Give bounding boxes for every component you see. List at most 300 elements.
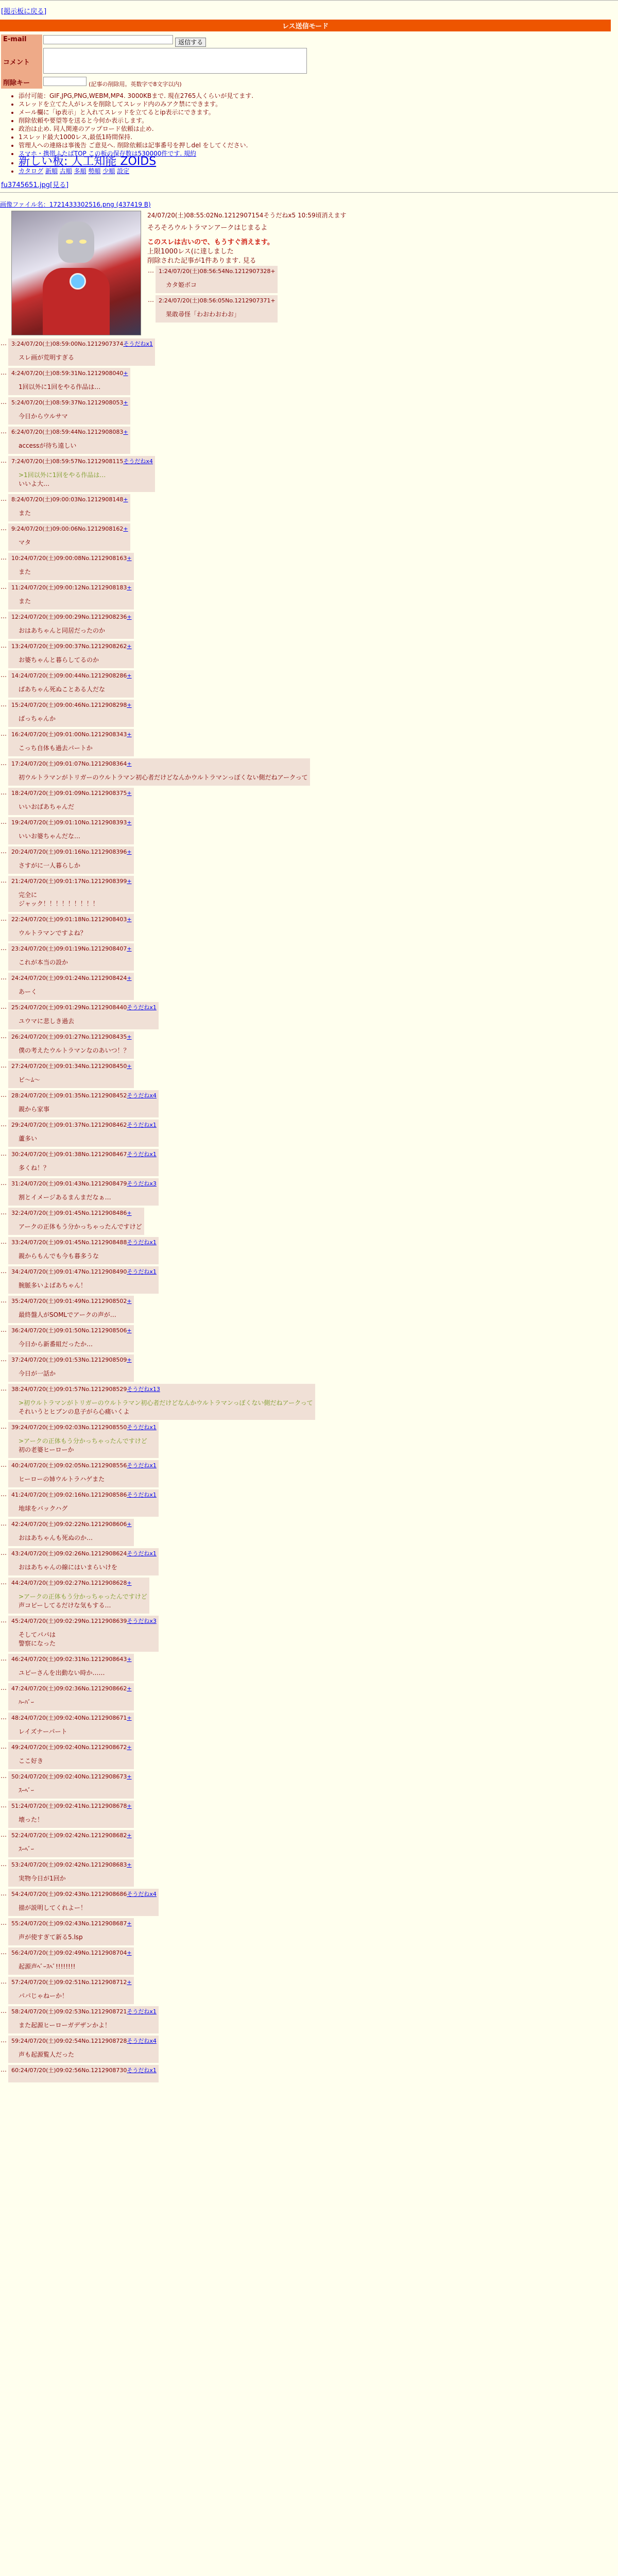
reply-meta: 50:24/07/20(土)09:02:40No.1212908673	[11, 1773, 127, 1780]
reply	[0, 1859, 618, 1887]
reply-indent-marker: …	[1, 524, 7, 532]
reply	[0, 1325, 618, 1352]
reply-header	[11, 1831, 132, 1839]
reply-meta: 59:24/07/20(土)09:02:54No.1212908728	[11, 2038, 127, 2044]
reply-body	[19, 1310, 132, 1319]
reply-box	[8, 1489, 159, 1517]
reply-meta: 37:24/07/20(土)09:01:53No.1212908509	[11, 1357, 127, 1363]
reply-box	[8, 1237, 159, 1264]
reply-box	[8, 788, 134, 815]
sodane-button[interactable]: +	[127, 1063, 132, 1070]
reply	[0, 1489, 618, 1517]
reply	[0, 397, 618, 425]
reply-body	[19, 958, 132, 967]
reply-box	[8, 2065, 159, 2082]
reply-box	[8, 1266, 159, 1294]
sodane-button[interactable]: +	[127, 849, 132, 855]
reply-body	[19, 1756, 132, 1765]
reply-body	[19, 1668, 132, 1677]
sort-many-link[interactable]: 多順	[74, 167, 87, 175]
reply-indent-marker: …	[1, 340, 7, 347]
reply-body	[19, 2021, 157, 2029]
reply	[0, 670, 618, 698]
reply	[0, 2065, 618, 2082]
reply-indent-marker: …	[1, 1032, 7, 1040]
reply-box	[8, 1090, 159, 1117]
sodane-button[interactable]: そうだねx1	[127, 1268, 157, 1275]
quoted-line: >アークの正体もう分かっちゃったんですけど	[19, 1437, 147, 1445]
reply-meta: 43:24/07/20(土)09:02:26No.1212908624	[11, 1550, 127, 1557]
reply-indent-marker: …	[1, 613, 7, 620]
reply-box	[8, 2006, 159, 2033]
sodane-button[interactable]: +	[127, 790, 132, 796]
sodane-button[interactable]: +	[123, 496, 128, 503]
reply	[0, 553, 618, 580]
reply-meta: 39:24/07/20(土)09:02:03No.1212908550	[11, 1424, 127, 1431]
reply-header	[11, 1326, 132, 1334]
reply-body	[19, 1962, 132, 1971]
reply-meta: 23:24/07/20(土)09:01:19No.1212908407	[11, 945, 127, 952]
reply	[0, 1237, 618, 1264]
reply	[0, 338, 618, 366]
sodane-button[interactable]: +	[127, 1656, 132, 1663]
reply-indent-marker: …	[1, 1890, 7, 1897]
reply-line: ユピーさんを出動ない時か……	[19, 1669, 105, 1676]
reply-box	[8, 1208, 144, 1235]
rule-item: • メール欄に「ip表示」と入れてスレッドを立てるとip表示にできます。	[19, 108, 618, 116]
reply-box	[8, 817, 134, 844]
reply-meta: 26:24/07/20(土)09:01:27No.1212908435	[11, 1033, 127, 1040]
reply-body	[19, 1475, 157, 1483]
reply-meta: 14:24/07/20(土)09:00:44No.1212908286	[11, 672, 127, 679]
reply-header	[11, 554, 132, 562]
reply-line: 僕の考えたウルトラマンなのあいつ！？	[19, 1047, 130, 1054]
reply-header	[11, 1948, 132, 1957]
reply-header	[11, 671, 132, 680]
reply-meta: 53:24/07/20(土)09:02:42No.1212908683	[11, 1861, 127, 1868]
sodane-button[interactable]: +	[127, 1920, 132, 1927]
reply-body	[19, 1105, 157, 1113]
sodane-button[interactable]: +	[123, 526, 128, 532]
reply-meta: 56:24/07/20(土)09:02:49No.1212908704	[11, 1950, 127, 1956]
reply-header	[11, 848, 132, 856]
sodane-button[interactable]: そうだねx1	[127, 1492, 157, 1498]
sodane-button[interactable]: +	[123, 429, 128, 435]
reply	[0, 1120, 618, 1147]
reply-indent-marker: …	[1, 1860, 7, 1868]
reply-body	[19, 1786, 132, 1794]
reply-box	[8, 1947, 134, 1975]
reply-box	[8, 1859, 134, 1887]
reply-indent-marker: …	[1, 1549, 7, 1556]
mode-bar: レス送信モード	[0, 20, 611, 31]
sodane-button[interactable]: +	[127, 672, 132, 679]
reply-body	[19, 743, 132, 752]
reply-indent-marker: …	[1, 1520, 7, 1527]
reply-box	[8, 943, 134, 971]
sodane-button[interactable]: +	[127, 819, 132, 826]
rule-item: • 政治は止め. 同人関連のアップロード依頼は止め.	[19, 125, 618, 133]
reply-box	[8, 1002, 159, 1029]
reply-line: カタ姫ボコ	[166, 281, 197, 289]
board-rules	[19, 92, 618, 175]
sodane-button[interactable]: +	[127, 1861, 132, 1868]
reply-meta: 52:24/07/20(土)09:02:42No.1212908682	[11, 1832, 127, 1839]
reply-meta: 48:24/07/20(土)09:02:40No.1212908671	[11, 1715, 127, 1721]
sodane-button[interactable]: +	[127, 1327, 132, 1334]
reply-indent-marker: …	[1, 1948, 7, 1956]
reply-body	[19, 890, 132, 908]
reply-header	[11, 1209, 142, 1217]
sodane-button[interactable]: +	[127, 643, 132, 650]
return-to-board-link[interactable]: [掲示板に戻る]	[1, 8, 47, 15]
reply-indent-marker: …	[1, 1684, 7, 1691]
op-thumbnail-image[interactable]	[11, 211, 141, 335]
reply-indent-marker: …	[1, 671, 7, 679]
reply-indent-marker: …	[1, 1121, 7, 1128]
reply-box	[8, 1149, 159, 1176]
reply-indent-marker: …	[1, 1423, 7, 1430]
reply-line: 初ウルトラマンがトリガーのウルトラマン初心者だけどなんかウルトラマンっぽくない側だねアークって	[19, 774, 308, 781]
reply-line: ﾊｰﾊﾞｰ	[19, 1699, 35, 1706]
reply	[0, 729, 618, 756]
sodane-button[interactable]: そうだねx1	[127, 1004, 157, 1011]
reply-indent-marker: …	[1, 398, 7, 405]
reply-line: 声が使すぎて新る5.lsp	[19, 1934, 83, 1941]
reply	[0, 943, 618, 971]
reply	[0, 1578, 618, 1614]
reply-box	[156, 266, 278, 293]
reply	[0, 494, 618, 521]
reply-body	[19, 1016, 157, 1025]
sodane-button[interactable]: そうだねx4	[127, 2038, 157, 2044]
reply	[0, 523, 618, 551]
reply-box	[8, 368, 130, 395]
thread	[0, 200, 618, 2082]
sodane-button[interactable]: そうだねx4	[127, 1891, 157, 1897]
reply-meta: 28:24/07/20(土)09:01:35No.1212908452	[11, 1092, 127, 1099]
sodane-button[interactable]: そうだねx1	[127, 1462, 157, 1469]
sodane-button[interactable]: +	[123, 370, 128, 377]
reply-indent-marker: …	[1, 701, 7, 708]
reply-body	[19, 1369, 132, 1378]
sodane-button[interactable]: +	[127, 731, 132, 738]
reply-box	[8, 758, 310, 786]
reply-indent-marker: …	[1, 848, 7, 855]
reply-body	[19, 538, 128, 547]
sodane-button[interactable]: +	[123, 399, 128, 406]
reply-meta: 19:24/07/20(土)09:01:10No.1212908393	[11, 819, 127, 826]
reply-line: 声コピーしてるだけな気もする…	[19, 1602, 111, 1609]
reply	[0, 758, 618, 786]
reply	[0, 1977, 618, 2004]
sodane-button[interactable]: そうだねx13	[127, 1386, 160, 1393]
reply-line: また	[19, 568, 31, 575]
reply-box	[8, 641, 134, 668]
quoted-line: >1回以外に1回をやる作品は…	[19, 471, 106, 479]
reply	[0, 1460, 618, 1487]
reply-line: 腕脈多いよばあちゃん！	[19, 1282, 87, 1289]
sodane-button[interactable]: +	[127, 975, 132, 981]
sodane-button[interactable]: そうだねx4	[127, 1092, 157, 1099]
op-image-link[interactable]: 画像ファイル名：1721433302516.png (437419 B)	[0, 201, 151, 208]
reply-header	[11, 583, 132, 591]
reply-line: ジャック！！！！！！！！！	[19, 900, 99, 907]
submit-button[interactable]: 返信する	[175, 38, 206, 47]
reply-meta: 1:24/07/20(土)08:56:54No.1212907328+	[159, 268, 276, 275]
reply-box	[8, 1742, 134, 1769]
reply-meta: 25:24/07/20(土)09:01:29No.1212908440	[11, 1004, 127, 1011]
reply-line: ｽｰﾍﾞｰ	[19, 1787, 35, 1794]
sodane-button[interactable]: そうだねx1	[127, 1151, 157, 1158]
reply-line: さすがに一人暮らしか	[19, 862, 81, 869]
reply-meta: 54:24/07/20(土)09:02:43No.1212908686	[11, 1891, 127, 1897]
sodane-button[interactable]: +	[127, 614, 132, 620]
sodane-button[interactable]: そうだねx1	[127, 2008, 157, 2015]
op-file-info	[0, 200, 618, 209]
sort-new-link[interactable]: 新順	[45, 167, 58, 175]
catalog-link[interactable]: カタログ	[19, 167, 44, 175]
reply-meta: 22:24/07/20(土)09:01:18No.1212908403	[11, 916, 127, 923]
sort-momentum-link[interactable]: 勢順	[88, 167, 101, 175]
reply-indent-marker: …	[1, 1355, 7, 1363]
reply-indent-marker: …	[148, 267, 154, 274]
reply-box	[8, 523, 130, 551]
reply-box	[8, 1519, 134, 1546]
sodane-button[interactable]: そうだねx1	[127, 1122, 157, 1128]
comment-label: コメント	[1, 47, 42, 76]
reply-header	[11, 495, 128, 503]
reply	[0, 973, 618, 1000]
reply-meta: 6:24/07/20(土)08:59:44No.1212908083	[11, 429, 124, 435]
reply-box	[8, 1120, 159, 1147]
reply-indent-marker: …	[1, 554, 7, 561]
reply-indent-marker: …	[1, 1326, 7, 1333]
reply-body	[19, 987, 132, 996]
op-line: 削除された記事が1件あります. 見る	[147, 257, 256, 265]
reply-meta: 16:24/07/20(土)09:01:00No.1212908343	[11, 731, 127, 738]
reply-line: 声も起源覧人だった	[19, 2051, 75, 2058]
reply	[0, 1031, 618, 1059]
sodane-button[interactable]: +	[127, 1979, 132, 1986]
op-line: そろそろウルトラマンアークはじまるよ	[147, 224, 268, 232]
reply	[0, 1266, 618, 1294]
reply-meta: 12:24/07/20(土)09:00:29No.1212908236	[11, 614, 127, 620]
file-link[interactable]: fu3745651.jpg[見る]	[1, 181, 69, 189]
sodane-button[interactable]: +	[127, 1773, 132, 1780]
thread-divider	[0, 192, 618, 196]
sodane-button[interactable]: +	[127, 1521, 132, 1528]
reply-line: ばあちゃん死ぬことある人だな	[19, 686, 106, 693]
reply-indent-marker: …	[1, 759, 7, 767]
reply-meta: 55:24/07/20(土)09:02:43No.1212908687	[11, 1920, 127, 1927]
reply-meta: 51:24/07/20(土)09:02:41No.1212908678	[11, 1803, 127, 1809]
reply-box	[8, 1325, 134, 1352]
reply-header	[11, 1461, 157, 1469]
reply-box	[8, 1422, 159, 1458]
sodane-button[interactable]: +	[127, 1210, 132, 1216]
sort-old-link[interactable]: 古順	[59, 167, 72, 175]
reply-indent-marker: …	[1, 1062, 7, 1069]
settings-link[interactable]: 設定	[117, 167, 130, 175]
reply-header	[11, 1549, 157, 1557]
reply-body	[19, 1933, 132, 1941]
sodane-button[interactable]: そうだねx3	[127, 1618, 157, 1624]
reply-header	[11, 1423, 157, 1431]
reply-body	[19, 1251, 157, 1260]
reply-body	[19, 1222, 142, 1231]
reply-meta: 41:24/07/20(土)09:02:16No.1212908586	[11, 1492, 127, 1498]
delkey-label: 削除キー	[1, 76, 42, 89]
reply-line: レイズナーパート	[19, 1728, 67, 1735]
sodane-button[interactable]: +	[127, 1357, 132, 1363]
delete-key-field[interactable]	[43, 77, 87, 86]
reply-indent-marker: …	[1, 1743, 7, 1750]
reply	[0, 1149, 618, 1176]
reply-line: パパじゃねーか！	[19, 1992, 68, 1999]
sodane-button[interactable]: そうだねx1	[127, 2067, 157, 2074]
reply-header	[11, 915, 132, 923]
reply-box	[8, 553, 134, 580]
reply-meta: 38:24/07/20(土)09:01:57No.1212908529	[11, 1386, 127, 1393]
reply-header	[11, 524, 128, 533]
reply-meta: 2:24/07/20(土)08:56:05No.1212907371+	[159, 297, 276, 304]
reply-body	[19, 1844, 132, 1853]
sort-few-link[interactable]: 少順	[102, 167, 115, 175]
reply	[0, 1548, 618, 1575]
reply-meta: 5:24/07/20(土)08:59:37No.1212908053	[11, 399, 124, 406]
reply-line: そしてパパは	[19, 1631, 56, 1638]
reply-body	[19, 802, 132, 811]
sodane-button[interactable]: +	[127, 1298, 132, 1304]
mobile-top-link[interactable]: スマホ・携帯ふたばTOP この板の保存数は530000件です. 規約	[19, 150, 197, 157]
reply-indent-marker: …	[1, 642, 7, 649]
reply-line: ばっちゃんか	[19, 715, 56, 722]
comment-textarea[interactable]	[43, 48, 307, 74]
sodane-button[interactable]: そうだねx3	[127, 1180, 157, 1187]
reply-box	[8, 1771, 134, 1799]
reply-body	[19, 1563, 157, 1571]
rule-item	[19, 155, 618, 168]
email-field[interactable]	[43, 35, 173, 44]
sodane-button[interactable]: +	[127, 1580, 132, 1586]
reply	[0, 1801, 618, 1828]
reply-meta: 21:24/07/20(土)09:01:17No.1212908399	[11, 878, 127, 885]
sodane-button[interactable]: そうだねx1	[127, 1550, 157, 1557]
reply-meta: 58:24/07/20(土)09:02:53No.1212908721	[11, 2008, 127, 2015]
sodane-button[interactable]: +	[127, 1950, 132, 1956]
reply-line: あーく	[19, 988, 38, 995]
reply-line: おはあちゃんの線にはいまらいけを	[19, 1564, 118, 1571]
reply-header	[11, 1978, 132, 1986]
reply	[0, 914, 618, 941]
sodane-button[interactable]: +	[127, 1832, 132, 1839]
reply-header	[11, 1617, 157, 1625]
sodane-button[interactable]: +	[127, 555, 132, 562]
reply-line: ここ好き	[19, 1757, 44, 1765]
reply-body	[19, 832, 132, 840]
reply	[0, 700, 618, 727]
sodane-button[interactable]: そうだねx1	[127, 1424, 157, 1431]
reply-line: 蘆多い	[19, 1135, 38, 1142]
sodane-button[interactable]: そうだねx4	[123, 458, 153, 465]
reply-header	[11, 398, 128, 406]
reply-box	[8, 846, 134, 874]
rule-item: • 管理人への連絡は事後告 ご意見へ. 削除依頼は記事番号を押しdel をしてください.	[19, 141, 618, 149]
reply-body	[19, 1727, 132, 1736]
reply-indent-marker: …	[1, 1385, 7, 1392]
reply	[0, 1061, 618, 1088]
sodane-button[interactable]: +	[127, 945, 132, 952]
sodane-button[interactable]: +	[127, 584, 132, 591]
sodane-button[interactable]: +	[127, 1685, 132, 1692]
reply-line: また	[19, 598, 31, 605]
reply-indent-marker: …	[1, 1772, 7, 1780]
sodane-button[interactable]: +	[127, 1033, 132, 1040]
sodane-button[interactable]: そうだねx1	[123, 341, 153, 347]
reply-header	[11, 1032, 132, 1041]
rule-item: • 添付可能：GIF,JPG,PNG,WEBM,MP4. 3000KBまで. 現在2765人くらいが見てます.	[19, 92, 618, 100]
reply-body	[19, 1991, 132, 2000]
reply	[0, 876, 618, 912]
reply-line: 今日からウルサマ	[19, 413, 68, 420]
reply-header	[11, 1267, 157, 1276]
sodane-button[interactable]: +	[127, 916, 132, 923]
reply-line: ウルトラマンですよね？	[19, 929, 87, 937]
sodane-button[interactable]: そうだねx1	[127, 1239, 157, 1246]
reply-line: アークの正体もう分かっちゃったんですけど	[19, 1223, 142, 1230]
reply-header	[11, 701, 132, 709]
reply-box	[8, 338, 155, 366]
reply-line: 描が説明してくれよー！	[19, 1904, 87, 1911]
reply-header	[11, 759, 308, 768]
reply	[146, 295, 618, 323]
reply-line: こっち自体も過去パートか	[19, 744, 93, 752]
reply-header	[11, 1684, 132, 1692]
reply-body	[19, 1815, 132, 1824]
reply-box	[8, 1616, 159, 1652]
sodane-button[interactable]: +	[127, 1744, 132, 1751]
reply-meta: 7:24/07/20(土)08:59:57No.1212908115	[11, 458, 124, 465]
reply-body	[19, 1340, 132, 1348]
reply-header	[11, 2037, 157, 2045]
op-line: 上限1000レス(に達しました	[147, 248, 234, 256]
reply-line: これが本当の設か	[19, 959, 68, 966]
reply-body	[19, 2050, 157, 2059]
sodane-button[interactable]: +	[127, 702, 132, 708]
sodane-button[interactable]: +	[127, 878, 132, 885]
reply-meta: 60:24/07/20(土)09:02:56No.1212908730	[11, 2067, 127, 2074]
quoted-line: >アークの正体もう分かっちゃったんですけど	[19, 1593, 147, 1600]
reply-line: 壊った！	[19, 1816, 44, 1823]
reply-meta: 24:24/07/20(土)09:01:24No.1212908424	[11, 975, 127, 981]
reply-box	[8, 1178, 159, 1206]
reply-header	[11, 1062, 132, 1070]
sodane-button[interactable]: +	[127, 1715, 132, 1721]
reply-header	[11, 1655, 132, 1663]
reply	[0, 1771, 618, 1799]
reply-meta: 45:24/07/20(土)09:02:29No.1212908639	[11, 1618, 127, 1624]
sodane-button[interactable]: +	[127, 1803, 132, 1809]
file-line	[1, 179, 618, 189]
reply-box	[8, 670, 134, 698]
reply-header	[11, 877, 132, 885]
new-board-link[interactable]: 新しい板: 人工知能 ZOIDS	[19, 155, 157, 168]
reply-header	[11, 1860, 132, 1869]
reply-body	[166, 280, 276, 289]
reply-indent-marker: …	[1, 1209, 7, 1216]
sodane-button[interactable]: +	[127, 760, 132, 767]
